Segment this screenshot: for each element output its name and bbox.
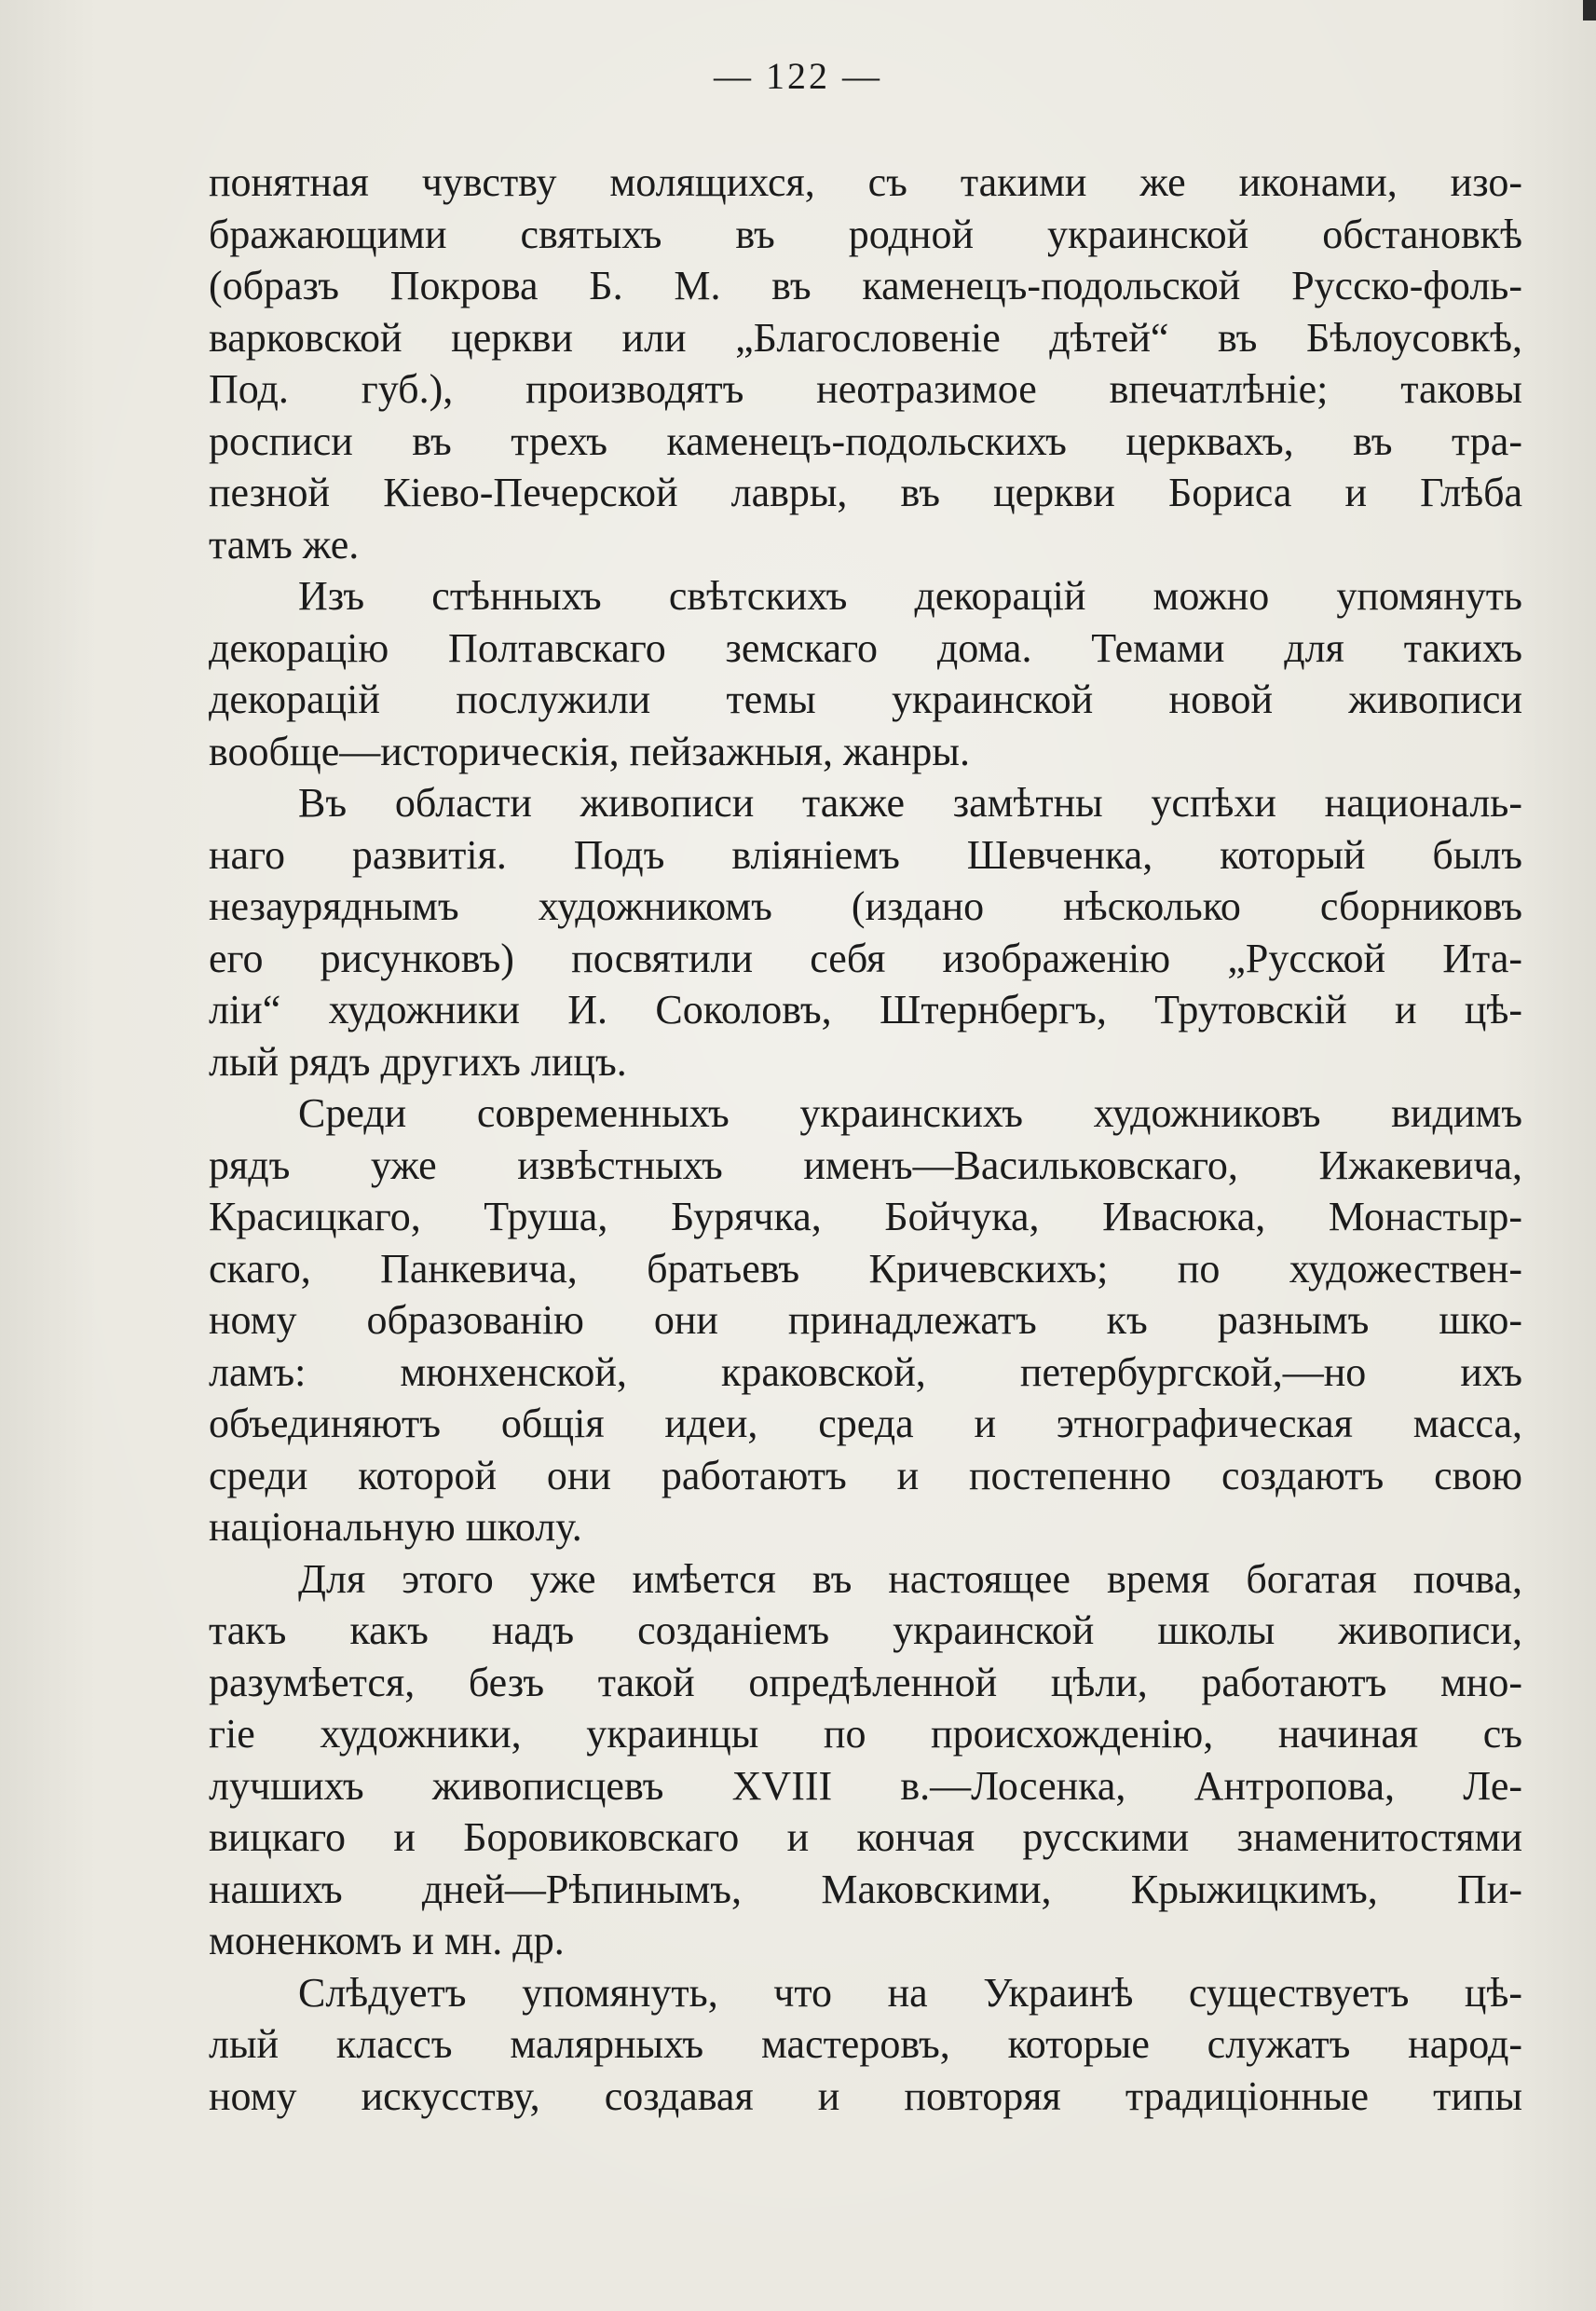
- text-line: (образъ Покрова Б. М. въ каменецъ-подольской Русско-фоль-: [209, 263, 1522, 308]
- text-line: такъ какъ надъ созданіемъ украинской школы живописи,: [209, 1607, 1522, 1653]
- text-line: тамъ же.: [209, 521, 360, 567]
- text-line: ному образованію они принадлежатъ къ разнымъ шко-: [209, 1297, 1522, 1343]
- text-line: лучшихъ живописцевъ XVIII в.—Лосенка, Антропова, Ле-: [209, 1762, 1522, 1809]
- text-line: ламъ: мюнхенской, краковской, петербургской,—но ихъ: [209, 1348, 1522, 1395]
- text-line: пезной Кіево-Печерской лавры, въ церкви Бориса и Глѣба: [209, 470, 1522, 515]
- text-line: декорацію Полтавскаго земскаго дома. Темами для такихъ: [209, 624, 1522, 671]
- paragraph: [209, 1967, 1522, 2123]
- text-line: національную школу.: [209, 1504, 582, 1550]
- paragraph: [209, 157, 1522, 570]
- text-line: Для этого уже имѣется въ настоящее время богатая почва,: [298, 1555, 1522, 1602]
- text-line: незауряднымъ художникомъ (издано нѣсколько сборниковъ: [209, 883, 1522, 929]
- text-line: бражающими святыхъ въ родной украинской обстановкѣ: [209, 211, 1522, 257]
- text-line: Слѣдуетъ упомянуть, что на Украинѣ существуетъ цѣ-: [298, 1969, 1522, 2016]
- paragraph: [209, 570, 1522, 777]
- text-line: гіе художники, украинцы по происхожденію, начиная съ: [209, 1711, 1522, 1757]
- text-line: вообще—историческія, пейзажныя, жанры.: [209, 728, 970, 774]
- text-line: ліи“ художники И. Соколовъ, Штернбергъ, Трутовскій и цѣ-: [209, 987, 1522, 1032]
- text-line: Среди современныхъ украинскихъ художниковъ видимъ: [298, 1090, 1522, 1136]
- text-line: вицкаго и Боровиковскаго и кончая русскими знаменитостями: [209, 1814, 1522, 1860]
- text-line: рядъ уже извѣстныхъ именъ—Васильковскаго, Ижакевича,: [209, 1142, 1522, 1188]
- text-line: Изъ стѣнныхъ свѣтскихъ декорацій можно упомянуть: [298, 573, 1522, 619]
- text-line: объединяютъ общія идеи, среда и этнографическая масса,: [209, 1401, 1522, 1446]
- page-number: — 122 —: [714, 55, 882, 97]
- text-line: лый классъ малярныхъ мастеровъ, которые служатъ народ-: [209, 2021, 1522, 2067]
- text-line: варковской церкви или „Благословеніе дѣтей“ въ Бѣлоусовкѣ,: [209, 314, 1522, 361]
- text-line: разумѣется, безъ такой опредѣленной цѣли, работаютъ мно-: [209, 1659, 1522, 1705]
- text-line: Красицкаго, Труша, Бурячка, Бойчука, Ивасюка, Монастыр-: [209, 1194, 1522, 1239]
- text-line: ному искусству, создавая и повторяя традиціонные типы: [209, 2072, 1522, 2119]
- text-line: скаго, Панкевича, братьевъ Кричевскихъ; по художествен-: [209, 1245, 1522, 1292]
- paragraph: [209, 1087, 1522, 1553]
- text-line: моненкомъ и мн. др.: [209, 1918, 565, 1963]
- text-line: росписи въ трехъ каменецъ-подольскихъ церквахъ, въ тра-: [209, 417, 1522, 464]
- corner-mark: [1583, 0, 1596, 21]
- text-line: понятная чувству молящихся, съ такими же иконами, изо-: [209, 159, 1522, 205]
- text-line: нашихъ дней—Рѣпинымъ, Маковскими, Крыжицкимъ, Пи-: [209, 1866, 1522, 1912]
- text-line: Въ области живописи также замѣтны успѣхи националь-: [298, 780, 1522, 826]
- text-line: декорацій послужили темы украинской новой живописи: [209, 677, 1522, 722]
- text-line: лый рядъ другихъ лицъ.: [209, 1038, 627, 1085]
- text-line: наго развитія. Подъ вліяніемъ Шевченка, который былъ: [209, 831, 1522, 878]
- text-line: его рисунковъ) посвятили себя изображенію „Русской Ита-: [209, 935, 1522, 981]
- body-text: [209, 157, 1522, 2122]
- paragraph: [209, 777, 1522, 1087]
- paragraph: [209, 1553, 1522, 1967]
- text-line: Под. губ.), производятъ неотразимое впечатлѣніе; таковы: [209, 366, 1522, 412]
- text-line: среди которой они работаютъ и постепенно создаютъ свою: [209, 1452, 1522, 1498]
